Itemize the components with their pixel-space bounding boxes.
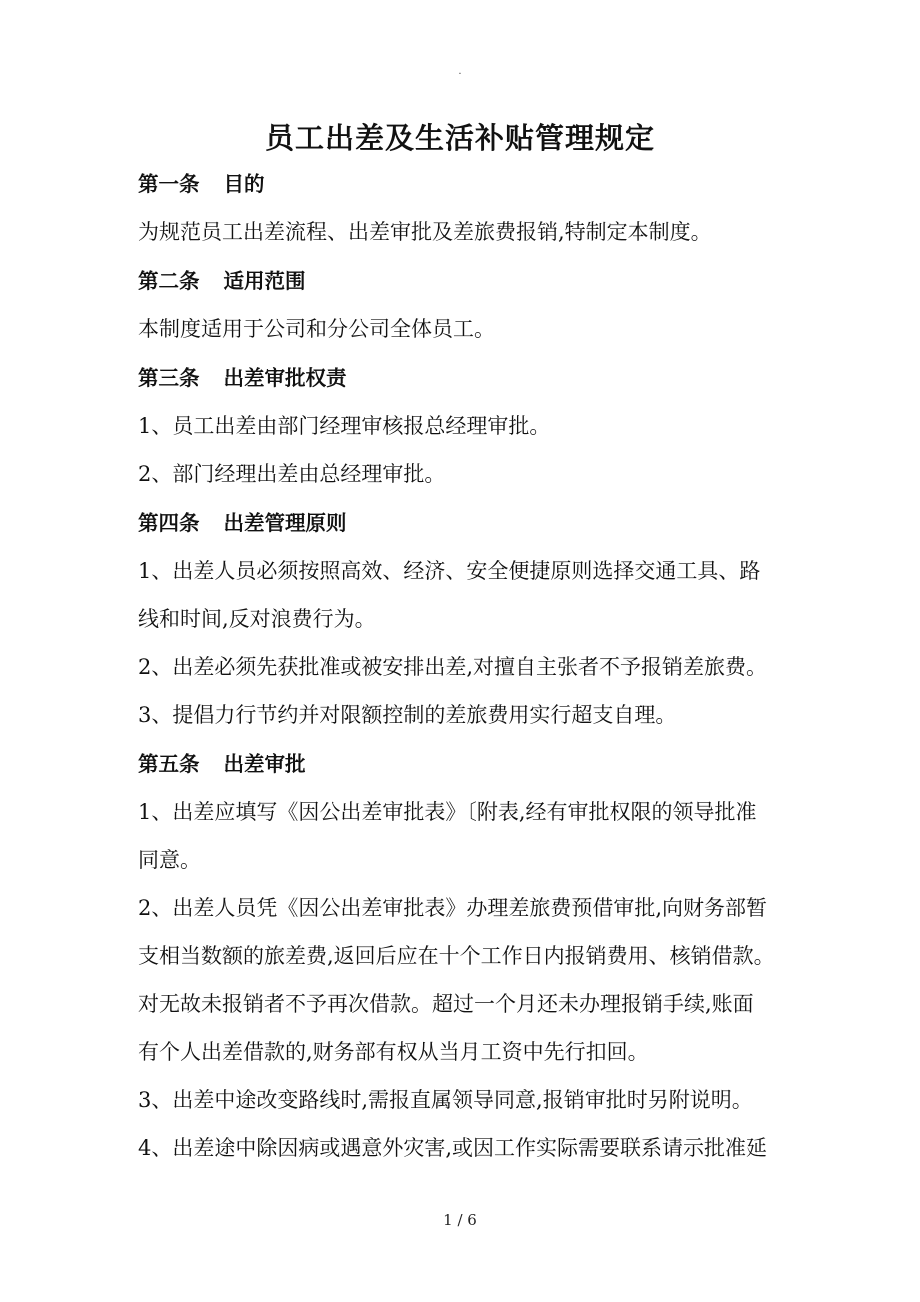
article-title: 出差审批	[223, 752, 306, 776]
article-heading	[138, 363, 798, 393]
paragraph-line: 2、出差人员凭《因公出差审批表》办理差旅费预借审批,向财务部暂	[138, 896, 768, 920]
paragraph-line: 线和时间,反对浪费行为。	[138, 607, 376, 631]
article-title: 目的	[223, 172, 265, 196]
page-number: 1 / 6	[443, 1211, 477, 1229]
paragraph-line: 支相当数额的旅差费,返回后应在十个工作日内报销费用、核销借款。	[138, 944, 775, 968]
paragraph-line: 2、出差必须先获批准或被安排出差,对擅自主张者不予报销差旅费。	[138, 655, 768, 679]
article-heading	[138, 749, 798, 779]
paragraph-line: 3、出差中途改变路线时,需报直属领导同意,报销审批时另附说明。	[138, 1088, 753, 1112]
article-number: 第四条	[138, 511, 200, 535]
paragraph-line: 本制度适用于公司和分公司全体员工。	[138, 317, 495, 341]
article-number: 第三条	[138, 366, 200, 390]
paragraph-line: 1、出差人员必须按照高效、经济、安全便捷原则选择交通工具、路	[138, 559, 761, 583]
article-title: 适用范围	[223, 269, 306, 293]
paragraph-line: 同意。	[138, 848, 201, 872]
paragraph-line: 2、部门经理出差由总经理审批。	[138, 462, 446, 486]
paragraph-line: 3、提倡力行节约并对限额控制的差旅费用实行超支自理。	[138, 703, 677, 727]
article-title: 出差管理原则	[223, 511, 347, 535]
article-title: 出差审批权责	[223, 366, 347, 390]
paragraph-line: 1、员工出差由部门经理审核报总经理审批。	[138, 414, 551, 438]
paragraph-line: 1、出差应填写《因公出差审批表》〔附表,经有审批权限的领导批准	[138, 800, 757, 824]
article-number: 第五条	[138, 752, 200, 776]
paragraph-line: 对无故未报销者不予再次借款。超过一个月还未办理报销手续,账面	[138, 992, 754, 1016]
article-heading	[138, 169, 798, 199]
document-title: 员工出差及生活补贴管理规定	[264, 121, 655, 155]
article-number: 第一条	[138, 172, 200, 196]
paragraph-line: 为规范员工出差流程、出差审批及差旅费报销,特制定本制度。	[138, 220, 712, 244]
header-mark: .	[458, 66, 462, 77]
article-heading	[138, 508, 798, 538]
paragraph-line: 有个人出差借款的,财务部有权从当月工资中先行扣回。	[138, 1040, 649, 1064]
paragraph-line: 4、出差途中除因病或遇意外灾害,或因工作实际需要联系请示批准延	[138, 1136, 768, 1160]
article-number: 第二条	[138, 269, 200, 293]
article-heading	[138, 266, 798, 296]
